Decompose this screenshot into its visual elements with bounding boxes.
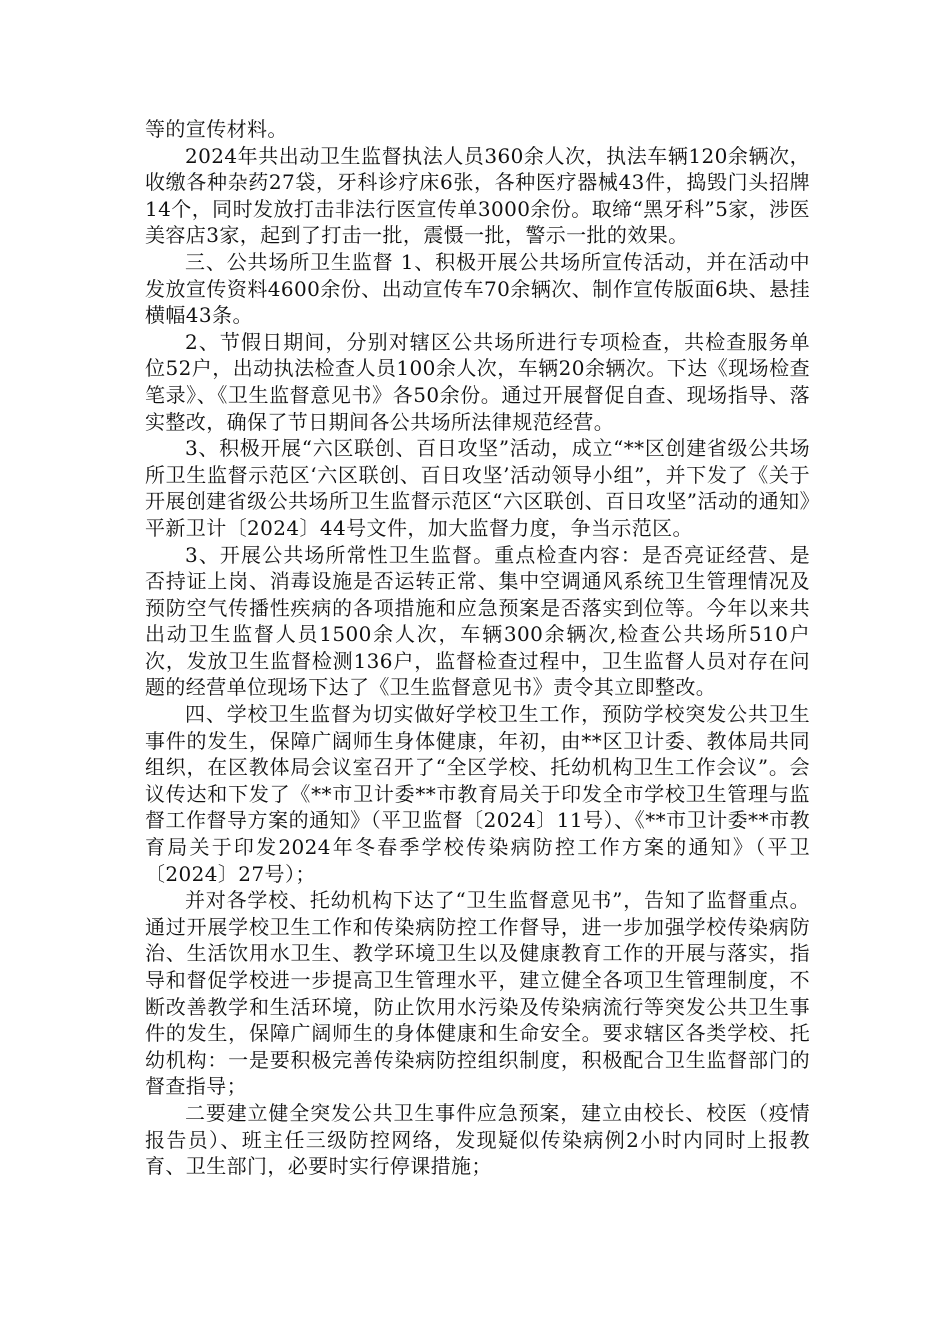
document-body <box>145 116 810 1180</box>
paragraph-school-opinion-letters: 并对各学校、托幼机构下达了“卫生监督意见书”，告知了监督重点。通过开展学校卫生工作和传染病防控工作督导，进一步加强学校传染病防治、生活饮用水卫生、教学环境卫生以及健康教育工作的开展与落实，指导和督促学校进一步提高卫生管理水平，建立健全各项卫生管理制度，不断改善教学和生活环境，防止饮用水污染及传染病流行等突发公共卫生事件的发生，保障广阔师生的身体健康和生命安全。要求辖区各类学校、托幼机构：一是要积极完善传染病防控组织制度，积极配合卫生监督部门的督查指导； <box>145 888 810 1099</box>
paragraph-routine-supervision: 3、开展公共场所常性卫生监督。重点检查内容：是否亮证经营、是否持证上岗、消毒设施是否运转正常、集中空调通风系统卫生管理情况及预防空气传播性疾病的各项措施和应急预案是否落实到位等。今年以来共出动卫生监督人员1500余人次，车辆300余辆次,检查公共场所510户次，发放卫生监督检测136户，监督检查过程中，卫生监督人员对存在问题的经营单位现场下达了《卫生监督意见书》责令其立即整改。 <box>145 542 810 700</box>
paragraph-public-places-publicity: 三、公共场所卫生监督 1、积极开展公共场所宣传活动，并在活动中发放宣传资料4600余份、出动宣传车70余辆次、制作宣传版面6块、悬挂横幅43条。 <box>145 249 810 328</box>
paragraph-holiday-inspection: 2、节假日期间，分别对辖区公共场所进行专项检查，共检查服务单位52户，出动执法检查人员100余人次，车辆20余辆次。下达《现场检查笔录》、《卫生监督意见书》各50余份。通过开展督促自查、现场指导、落实整改，确保了节日期间各公共场所法律规范经营。 <box>145 329 810 434</box>
paragraph-enforcement-stats: 2024年共出动卫生监督执法人员360余人次，执法车辆120余辆次，收缴各种杂药27袋，牙科诊疗床6张，各种医疗器械43件，捣毁门头招牌14个，同时发放打击非法行医宣传单3000余份。取缔“黑牙科”5家，涉医美容店3家，起到了打击一批，震慑一批，警示一批的效果。 <box>145 143 810 248</box>
paragraph-school-supervision: 四、学校卫生监督为切实做好学校卫生工作，预防学校突发公共卫生事件的发生，保障广阔师生身体健康，年初，由**区卫计委、教体局共同组织，在区教体局会议室召开了“全区学校、托幼机构卫生工作会议”。会议传达和下发了《**市卫计委**市教育局关于印发全市学校卫生管理与监督工作督导方案的通知》（平卫监督〔2024〕11号）、《**市卫计委**市教育局关于印发2024年冬春季学校传染病防控工作方案的通知》（平卫〔2024〕27号）； <box>145 702 810 886</box>
paragraph-six-district-campaign: 3、积极开展“六区联创、百日攻坚”活动，成立“**区创建省级公共场所卫生监督示范区‘六区联创、百日攻坚’活动领导小组”，并下发了《关于开展创建省级公共场所卫生监督示范区“六区联创、百日攻坚”活动的通知》平新卫计〔2024〕44号文件，加大监督力度，争当示范区。 <box>145 436 810 540</box>
paragraph-continuation: 等的宣传材料。 <box>145 117 288 141</box>
paragraph-emergency-plan: 二要建立健全突发公共卫生事件应急预案，建立由校长、校医（疫情报告员）、班主任三级防控网络，发现疑似传染病例2小时内同时上报教育、卫生部门，必要时实行停课措施； <box>145 1100 810 1179</box>
